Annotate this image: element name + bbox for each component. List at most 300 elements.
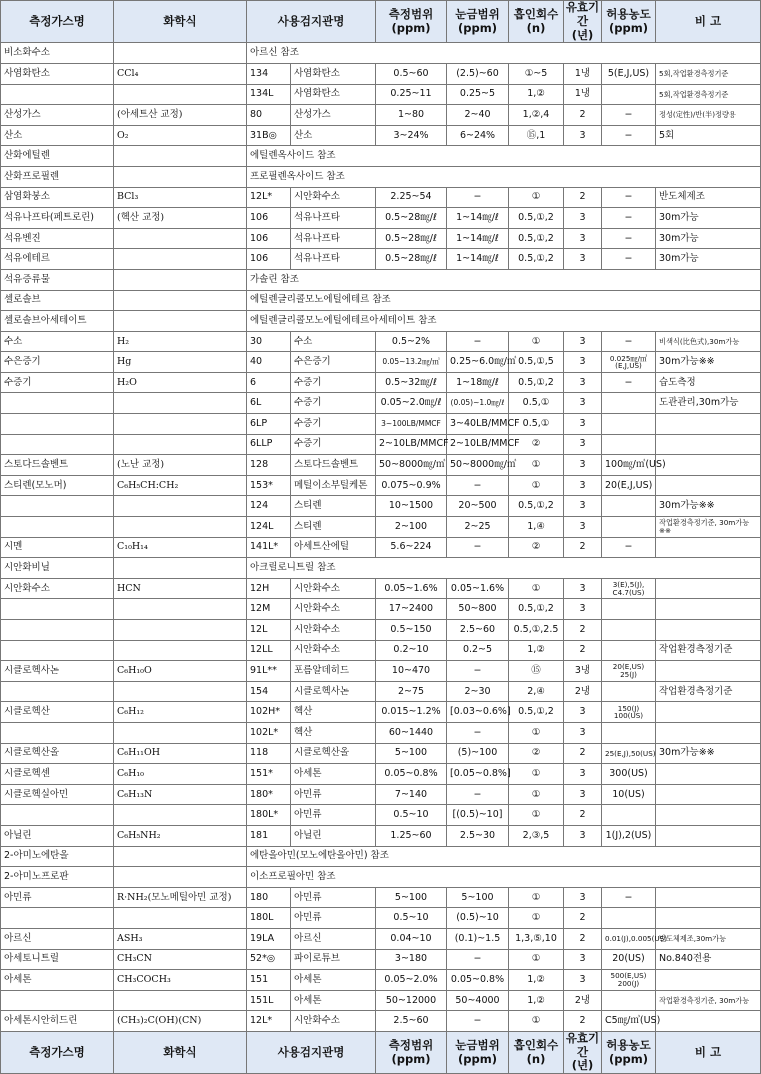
gas-name-cell: 시클로헥산 — [1, 702, 114, 723]
range-cell: 50~12000 — [376, 990, 447, 1011]
scale-cell: 50~4000 — [447, 990, 509, 1011]
tlv-cell — [602, 393, 656, 414]
strokes-cell: ① — [509, 784, 564, 805]
tube-number-cell: 134L — [247, 84, 291, 105]
shelf-life-cell: 2냉 — [564, 990, 602, 1011]
scale-cell: − — [447, 784, 509, 805]
shelf-life-cell: 3냉 — [564, 661, 602, 682]
shelf-life-cell: 3 — [564, 599, 602, 620]
tube-name-cell: 시안화수소 — [291, 640, 376, 661]
tube-name-cell: 수증기 — [291, 372, 376, 393]
tube-number-cell: 153* — [247, 475, 291, 496]
range-cell: 0.05~0.8% — [376, 764, 447, 785]
scale-cell: 0.2~5 — [447, 640, 509, 661]
range-cell: 0.5~28㎎/ℓ — [376, 228, 447, 249]
tube-number-cell: 102H* — [247, 702, 291, 723]
shelf-life-cell: 3 — [564, 228, 602, 249]
gas-name-cell — [1, 434, 114, 455]
tube-number-cell: 12M — [247, 599, 291, 620]
gas-name-cell: 수증기 — [1, 372, 114, 393]
gas-name-cell: 석유벤진 — [1, 228, 114, 249]
shelf-life-cell: 2 — [564, 805, 602, 826]
remarks-cell: 비색식(比色式),30m가능 — [656, 331, 761, 352]
gas-name-cell: 스티렌(모노머) — [1, 475, 114, 496]
tube-number-cell: 118 — [247, 743, 291, 764]
formula-cell — [114, 84, 247, 105]
formula-cell — [114, 228, 247, 249]
shelf-life-cell: 3 — [564, 517, 602, 538]
table-row — [1, 208, 761, 229]
range-cell: 2~75 — [376, 681, 447, 702]
tube-number-cell: 124 — [247, 496, 291, 517]
formula-cell — [114, 558, 247, 579]
shelf-life-cell: 3 — [564, 208, 602, 229]
tube-number-cell: 106 — [247, 228, 291, 249]
shelf-life-cell: 3 — [564, 764, 602, 785]
formula-cell — [114, 269, 247, 290]
formula-cell — [114, 496, 247, 517]
gas-name-cell — [1, 414, 114, 435]
footer-remarks: 비 고 — [656, 1031, 761, 1073]
shelf-life-cell: 2 — [564, 640, 602, 661]
tube-name-cell: 시안화수소 — [291, 1011, 376, 1032]
formula-cell — [114, 681, 247, 702]
scale-cell: 0.05~0.8% — [447, 970, 509, 991]
scale-cell: 3~40LB/MMCF — [447, 414, 509, 435]
table-row — [1, 187, 761, 208]
tlv-cell: 25(E,J),50(US) — [602, 743, 656, 764]
shelf-life-cell: 3 — [564, 249, 602, 270]
tube-name-cell: 산성가스 — [291, 105, 376, 126]
table-row — [1, 702, 761, 723]
strokes-cell: ① — [509, 578, 564, 599]
header-scale: 눈금범위 (ppm) — [447, 1, 509, 43]
scale-cell: 2~25 — [447, 517, 509, 538]
table-row — [1, 640, 761, 661]
range-cell: 0.5~150 — [376, 620, 447, 641]
tube-name-cell: 수증기 — [291, 434, 376, 455]
strokes-cell: 1,② — [509, 84, 564, 105]
table-row — [1, 372, 761, 393]
tube-name-cell: 사염화탄소 — [291, 63, 376, 84]
formula-cell: R·NH₂(모노메틸아민 교정) — [114, 887, 247, 908]
tube-number-cell: 12L* — [247, 187, 291, 208]
strokes-cell: 1,② — [509, 640, 564, 661]
tlv-cell: C5㎎/㎥(US) — [602, 1011, 656, 1032]
tube-number-cell: 106 — [247, 249, 291, 270]
tube-name-cell: 석유나프타 — [291, 228, 376, 249]
table-row — [1, 414, 761, 435]
table-row — [1, 558, 761, 579]
remarks-cell: 작업환경측정기준, 30m가능※※ — [656, 517, 761, 538]
footer-formula: 화학식 — [114, 1031, 247, 1073]
shelf-life-cell: 3 — [564, 702, 602, 723]
remarks-cell — [656, 805, 761, 826]
tube-number-cell: 52*◎ — [247, 949, 291, 970]
gas-name-cell: 아세토니트릴 — [1, 949, 114, 970]
strokes-cell: 1,②,4 — [509, 105, 564, 126]
gas-name-cell — [1, 620, 114, 641]
remarks-cell: 작업환경측정기준 — [656, 681, 761, 702]
range-cell: 0.2~10 — [376, 640, 447, 661]
scale-cell: − — [447, 475, 509, 496]
table-row — [1, 496, 761, 517]
gas-name-cell: 아르신 — [1, 928, 114, 949]
remarks-cell: 5회,작업환경측정기준 — [656, 84, 761, 105]
range-cell: 0.015~1.2% — [376, 702, 447, 723]
table-row — [1, 105, 761, 126]
strokes-cell: 1,3,⑤,10 — [509, 928, 564, 949]
gas-name-cell: 스토다드솔벤트 — [1, 455, 114, 476]
formula-cell — [114, 393, 247, 414]
remarks-cell: 습도측정 — [656, 372, 761, 393]
table-row — [1, 949, 761, 970]
remarks-cell: 반도체제조 — [656, 187, 761, 208]
tube-number-cell: 12L* — [247, 1011, 291, 1032]
scale-cell: 20~500 — [447, 496, 509, 517]
tlv-cell — [602, 805, 656, 826]
tlv-cell: 20(E,J,US) — [602, 475, 656, 496]
footer-range: 측정범위 (ppm) — [376, 1031, 447, 1073]
range-cell: 17~2400 — [376, 599, 447, 620]
tube-number-cell: 6L — [247, 393, 291, 414]
tube-name-cell: 수소 — [291, 331, 376, 352]
strokes-cell: ① — [509, 1011, 564, 1032]
formula-cell: (CH₃)₂C(OH)(CN) — [114, 1011, 247, 1032]
reference-cell: 이소프로필아민 참조 — [247, 867, 761, 888]
scale-cell: 1~14㎎/ℓ — [447, 228, 509, 249]
range-cell: 5~100 — [376, 887, 447, 908]
tube-name-cell: 아닐린 — [291, 825, 376, 846]
formula-cell: H₂O — [114, 372, 247, 393]
remarks-cell: 5회,작업환경측정기준 — [656, 63, 761, 84]
formula-cell: CCl₄ — [114, 63, 247, 84]
footer-tlv: 허용농도 (ppm) — [602, 1031, 656, 1073]
remarks-cell — [656, 764, 761, 785]
formula-cell — [114, 599, 247, 620]
formula-cell: C₆H₁₂ — [114, 702, 247, 723]
formula-cell — [114, 805, 247, 826]
strokes-cell: 1,② — [509, 970, 564, 991]
tube-name-cell: 스티렌 — [291, 517, 376, 538]
strokes-cell: 0.5,①,2 — [509, 249, 564, 270]
tube-number-cell: 12L — [247, 620, 291, 641]
gas-name-cell: 석유증류물 — [1, 269, 114, 290]
table-row — [1, 970, 761, 991]
range-cell: 3~100LB/MMCF — [376, 414, 447, 435]
strokes-cell: ① — [509, 475, 564, 496]
strokes-cell: ① — [509, 908, 564, 929]
remarks-cell — [656, 620, 761, 641]
formula-cell: O₂ — [114, 125, 247, 146]
tlv-cell: − — [602, 537, 656, 558]
table-row — [1, 784, 761, 805]
scale-cell: 5~100 — [447, 887, 509, 908]
gas-name-cell: 시클로헥산올 — [1, 743, 114, 764]
table-row — [1, 825, 761, 846]
formula-cell — [114, 640, 247, 661]
reference-cell: 에틸렌글리콜모노에틸에테르 참조 — [247, 290, 761, 311]
gas-name-cell — [1, 517, 114, 538]
shelf-life-cell: 2냉 — [564, 681, 602, 702]
scale-cell: − — [447, 949, 509, 970]
remarks-cell — [656, 414, 761, 435]
table-row — [1, 249, 761, 270]
strokes-cell: 0.5,①,2 — [509, 208, 564, 229]
scale-cell: (0.5)~10 — [447, 908, 509, 929]
remarks-cell: 30m가능※※ — [656, 352, 761, 373]
gas-name-cell: 수은증기 — [1, 352, 114, 373]
strokes-cell: ② — [509, 537, 564, 558]
remarks-cell — [656, 970, 761, 991]
remarks-cell: 30m가능※※ — [656, 743, 761, 764]
shelf-life-cell: 3 — [564, 578, 602, 599]
scale-cell: − — [447, 537, 509, 558]
tube-number-cell: 30 — [247, 331, 291, 352]
formula-cell: H₂ — [114, 331, 247, 352]
gas-name-cell — [1, 681, 114, 702]
strokes-cell: ①~5 — [509, 63, 564, 84]
range-cell: 0.04~10 — [376, 928, 447, 949]
formula-cell: Hg — [114, 352, 247, 373]
tube-name-cell: 시안화수소 — [291, 578, 376, 599]
shelf-life-cell: 3 — [564, 331, 602, 352]
tlv-cell — [602, 414, 656, 435]
strokes-cell: ① — [509, 805, 564, 826]
tube-name-cell: 아민류 — [291, 908, 376, 929]
reference-cell: 아르신 참조 — [247, 43, 761, 64]
remarks-cell — [656, 434, 761, 455]
gas-name-cell: 사염화탄소 — [1, 63, 114, 84]
tube-number-cell: 180L* — [247, 805, 291, 826]
strokes-cell: ① — [509, 949, 564, 970]
table-row — [1, 393, 761, 414]
gas-name-cell: 시클로헥사논 — [1, 661, 114, 682]
scale-cell: 0.05~1.6% — [447, 578, 509, 599]
table-row — [1, 990, 761, 1011]
tube-name-cell: 사염화탄소 — [291, 84, 376, 105]
tlv-cell — [602, 599, 656, 620]
strokes-cell: 0.5,①,2 — [509, 599, 564, 620]
range-cell: 0.5~10 — [376, 908, 447, 929]
table-row — [1, 908, 761, 929]
table-footer-header — [1, 1031, 761, 1073]
footer-gas-name: 측정가스명 — [1, 1031, 114, 1073]
strokes-cell: ① — [509, 187, 564, 208]
tube-number-cell: 40 — [247, 352, 291, 373]
tlv-cell: 5(E,J,US) — [602, 63, 656, 84]
strokes-cell: 1,② — [509, 990, 564, 1011]
gas-name-cell: 2-아미노프로판 — [1, 867, 114, 888]
gas-name-cell: 2-아미노에탄올 — [1, 846, 114, 867]
formula-cell: C₁₀H₁₄ — [114, 537, 247, 558]
range-cell: 1.25~60 — [376, 825, 447, 846]
gas-name-cell: 아닐린 — [1, 825, 114, 846]
range-cell: 2.25~54 — [376, 187, 447, 208]
tube-name-cell: 포름알데히드 — [291, 661, 376, 682]
tube-name-cell: 아세톤 — [291, 764, 376, 785]
shelf-life-cell: 2 — [564, 620, 602, 641]
gas-name-cell: 비소화수소 — [1, 43, 114, 64]
tube-number-cell: 180 — [247, 887, 291, 908]
header-shelf-life: 유효기간 (년) — [564, 1, 602, 43]
tube-name-cell: 헥산 — [291, 702, 376, 723]
tube-number-cell: 6LP — [247, 414, 291, 435]
formula-cell: CH₃COCH₃ — [114, 970, 247, 991]
formula-cell — [114, 846, 247, 867]
tlv-cell: − — [602, 125, 656, 146]
tlv-cell — [602, 722, 656, 743]
shelf-life-cell: 3 — [564, 970, 602, 991]
scale-cell: (0.1)~1.5 — [447, 928, 509, 949]
formula-cell: C₆H₁₁OH — [114, 743, 247, 764]
tube-number-cell: 151* — [247, 764, 291, 785]
strokes-cell: ① — [509, 455, 564, 476]
remarks-cell: 30m가능 — [656, 228, 761, 249]
table-row — [1, 805, 761, 826]
formula-cell: C₆H₁₃N — [114, 784, 247, 805]
table-body — [1, 43, 761, 1032]
range-cell: 10~1500 — [376, 496, 447, 517]
table-row — [1, 434, 761, 455]
shelf-life-cell: 3 — [564, 414, 602, 435]
table-row — [1, 661, 761, 682]
table-row — [1, 331, 761, 352]
remarks-cell: 30m가능 — [656, 208, 761, 229]
reference-cell: 에틸렌글리콜모노에틸에테르아세테이트 참조 — [247, 311, 761, 332]
range-cell: 50~8000㎎/㎥ — [376, 455, 447, 476]
scale-cell: − — [447, 1011, 509, 1032]
footer-scale: 눈금범위 (ppm) — [447, 1031, 509, 1073]
strokes-cell: ① — [509, 887, 564, 908]
shelf-life-cell: 3 — [564, 496, 602, 517]
tube-name-cell: 아세트산에틸 — [291, 537, 376, 558]
scale-cell: (2.5)~60 — [447, 63, 509, 84]
remarks-cell: 5회 — [656, 125, 761, 146]
tube-name-cell: 산소 — [291, 125, 376, 146]
strokes-cell: ② — [509, 434, 564, 455]
formula-cell — [114, 867, 247, 888]
table-row — [1, 63, 761, 84]
gas-name-cell: 삼염화붕소 — [1, 187, 114, 208]
remarks-cell — [656, 475, 761, 496]
table-row — [1, 722, 761, 743]
gas-name-cell: 시안화수소 — [1, 578, 114, 599]
table-row — [1, 867, 761, 888]
strokes-cell: 0.5,①,2 — [509, 372, 564, 393]
tube-number-cell: 151L — [247, 990, 291, 1011]
tube-name-cell: 아민류 — [291, 887, 376, 908]
tlv-cell: − — [602, 105, 656, 126]
tube-number-cell: 91L** — [247, 661, 291, 682]
range-cell: 1~80 — [376, 105, 447, 126]
remarks-cell: 작업환경측정기준, 30m가능 — [656, 990, 761, 1011]
gas-name-cell: 석유에테르 — [1, 249, 114, 270]
gas-name-cell: 시클로헥센 — [1, 764, 114, 785]
tube-number-cell: 134 — [247, 63, 291, 84]
tube-number-cell: 180L — [247, 908, 291, 929]
range-cell: 0.25~11 — [376, 84, 447, 105]
tube-number-cell: 19LA — [247, 928, 291, 949]
gas-name-cell: 시안화비닐 — [1, 558, 114, 579]
tlv-cell: 300(US) — [602, 764, 656, 785]
tube-number-cell: 181 — [247, 825, 291, 846]
tube-name-cell: 아르신 — [291, 928, 376, 949]
scale-cell: [(0.5)~10] — [447, 805, 509, 826]
tlv-cell: 0.025㎎/㎥ (E,J,US) — [602, 352, 656, 373]
formula-cell — [114, 722, 247, 743]
tube-number-cell: 6 — [247, 372, 291, 393]
tube-number-cell: 180* — [247, 784, 291, 805]
scale-cell: (0.05)~1.0㎎/ℓ — [447, 393, 509, 414]
remarks-cell — [656, 702, 761, 723]
formula-cell — [114, 290, 247, 311]
gas-name-cell — [1, 84, 114, 105]
remarks-cell — [656, 784, 761, 805]
tube-name-cell: 스토다드솔벤트 — [291, 455, 376, 476]
range-cell: 0.05~13.2㎎/㎥ — [376, 352, 447, 373]
scale-cell: − — [447, 661, 509, 682]
range-cell: 2~10LB/MMCF — [376, 434, 447, 455]
table-header — [1, 1, 761, 43]
strokes-cell: 0.5,① — [509, 414, 564, 435]
formula-cell: ASH₃ — [114, 928, 247, 949]
table-row — [1, 887, 761, 908]
range-cell: 3~180 — [376, 949, 447, 970]
tube-name-cell: 석유나프타 — [291, 249, 376, 270]
tube-name-cell: 아세톤 — [291, 990, 376, 1011]
header-tlv: 허용농도 (ppm) — [602, 1, 656, 43]
tube-number-cell: 106 — [247, 208, 291, 229]
header-range: 측정범위 (ppm) — [376, 1, 447, 43]
gas-name-cell: 산성가스 — [1, 105, 114, 126]
header-gas-name: 측정가스명 — [1, 1, 114, 43]
remarks-cell — [656, 825, 761, 846]
range-cell: 5.6~224 — [376, 537, 447, 558]
tlv-cell: − — [602, 331, 656, 352]
tube-number-cell: 12H — [247, 578, 291, 599]
table-row — [1, 743, 761, 764]
table-row — [1, 352, 761, 373]
tube-name-cell: 아민류 — [291, 784, 376, 805]
strokes-cell: 0.5,①,5 — [509, 352, 564, 373]
tube-name-cell: 시클로헥사논 — [291, 681, 376, 702]
tlv-cell: 10(US) — [602, 784, 656, 805]
shelf-life-cell: 1냉 — [564, 63, 602, 84]
remarks-cell — [656, 599, 761, 620]
strokes-cell: ② — [509, 743, 564, 764]
tlv-cell: − — [602, 887, 656, 908]
gas-name-cell: 산화에틸렌 — [1, 146, 114, 167]
scale-cell: 0.25~5 — [447, 84, 509, 105]
scale-cell: [0.05~0.8%] — [447, 764, 509, 785]
tube-name-cell: 아세톤 — [291, 970, 376, 991]
shelf-life-cell: 2 — [564, 928, 602, 949]
formula-cell — [114, 517, 247, 538]
shelf-life-cell: 3 — [564, 949, 602, 970]
formula-cell — [114, 311, 247, 332]
table-row — [1, 166, 761, 187]
gas-name-cell: 셀로솔브 — [1, 290, 114, 311]
tube-name-cell: 수증기 — [291, 414, 376, 435]
tlv-cell — [602, 517, 656, 538]
remarks-cell — [656, 661, 761, 682]
strokes-cell: 0.5,① — [509, 393, 564, 414]
range-cell: 0.075~0.9% — [376, 475, 447, 496]
tlv-cell — [602, 681, 656, 702]
header-detector-tube: 사용검지관명 — [247, 1, 376, 43]
remarks-cell — [656, 887, 761, 908]
